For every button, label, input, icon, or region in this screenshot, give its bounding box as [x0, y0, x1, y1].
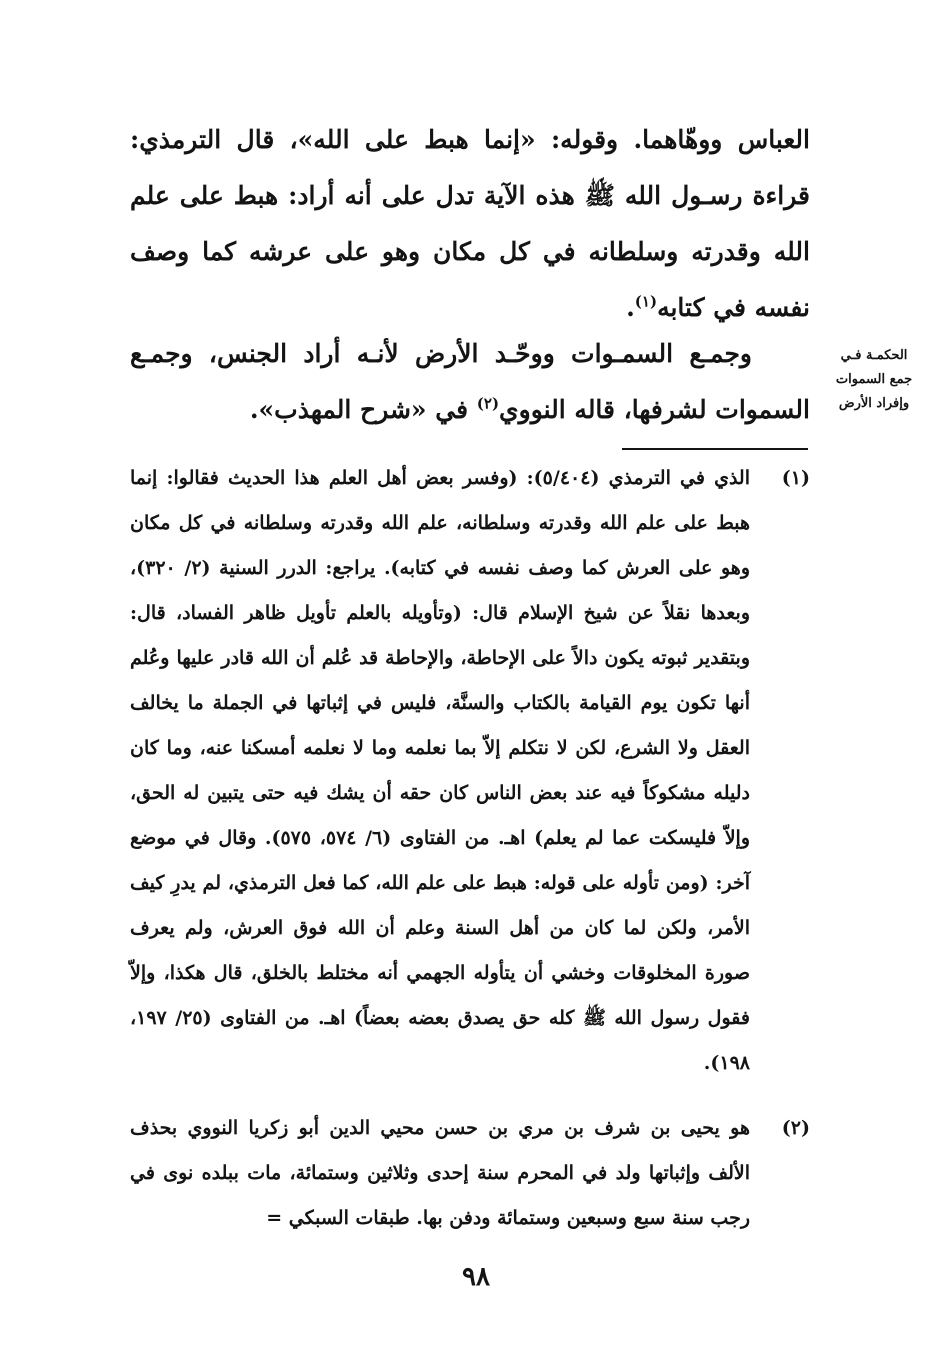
- margin-note-line-1: الحكمـة فـي: [840, 348, 908, 363]
- main-paragraph-1: [130, 112, 810, 336]
- footnote-2: [130, 1106, 810, 1241]
- margin-note: [818, 344, 930, 416]
- main-paragraph-1-end: .: [626, 293, 635, 322]
- main-paragraph-2-text-b: في «شرح المهذب».: [249, 395, 477, 424]
- margin-note-line-3: وإفراد الأرض: [838, 396, 910, 411]
- footnote-1-text: الذي في الترمذي (٥/٤٠٤): (وفسر بعض أهل العلم هذا الحديث فقالوا: إنما هبط على علم الله وقدرته وسلطانه، علم الله وقدرته وسلطانه في كل مكان وهو على العرش كما وصف نفسه في كتابه). يراجع: الدرر السنية (٢/ ٣٢٠)، وبعدها نقلاً عن شيخ الإسلام قال: (وتأويله بالعلم تأويل ظاهر الفساد، قال: وبتقدير ثبوته يكون دالاً على الإحاطة، والإحاطة قد عُلم أن الله قادر عليها وعُلم أنها تكون يوم القيامة بالكتاب والسنَّة، فليس في إثباتها في الجملة ما يخالف العقل ولا الشرع، لكن لا نتكلم إلاّ بما نعلمه وما لا نعلمه أمسكنا عنه، وما كان دليله مشكوكاً فيه عند بعض الناس كان حقه أن يشك فيه حتى يتبين له الحق، وإلاّ فليسكت عما لم يعلم) اهـ. من الفتاوى (٦/ ٥٧٤، ٥٧٥). وقال في موضع آخر: (ومن تأوله على قوله: هبط على علم الله، كما فعل الترمذي، لم يدرِ كيف الأمر، ولكن لما كان من أهل السنة وعلم أن الله فوق العرش، ولم يعرف صورة المخلوقات وخشي أن يتأوله الجهمي أنه مختلط بالخلق، قال هكذا، وإلاّ فقول رسول الله ﷺ كله حق يصدق بعضه بعضاً) اهـ. من الفتاوى (٢٥/ ١٩٧، ١٩٨).: [130, 467, 750, 1074]
- main-paragraph-2: [130, 326, 810, 438]
- footnote-2-text: هو يحيى بن شرف بن مري بن حسن محيي الدين أبو زكريا النووي بحذف الألف وإثباتها ولد في المحرم سنة إحدى وثلاثين وستمائة، مات ببلده نوى في رجب سنة سبع وسبعين وستمائة ودفن بها. طبقات السبكي =: [130, 1117, 750, 1229]
- footnote-1: [130, 456, 810, 1086]
- main-paragraph-1-text: العباس ووهّاهما. وقوله: «إنما هبط على الله»، قال الترمذي: قراءة رسـول الله ﷺ هذه الآية تدل على أنه أراد: هبط على علم الله وقدرته وسلطانه في كل مكان وهو على عرشه كما وصف نفسه في كتابه: [130, 125, 810, 322]
- footnote-ref-2: (٢): [476, 394, 500, 413]
- margin-note-line-2: جمع السموات: [835, 372, 913, 387]
- footnote-2-number: (٢): [781, 1117, 810, 1139]
- footnote-1-number: (١): [781, 467, 810, 489]
- footnote-separator: [622, 448, 808, 450]
- footnote-ref-1: (١): [634, 292, 658, 311]
- page-number: ٩٨: [462, 1262, 490, 1292]
- main-paragraph-2-text-a: وجمـع السمـوات ووحّـد الأرض لأنـه أراد الجنس، وجمـع السموات لشرفها، قاله النووي: [130, 339, 810, 424]
